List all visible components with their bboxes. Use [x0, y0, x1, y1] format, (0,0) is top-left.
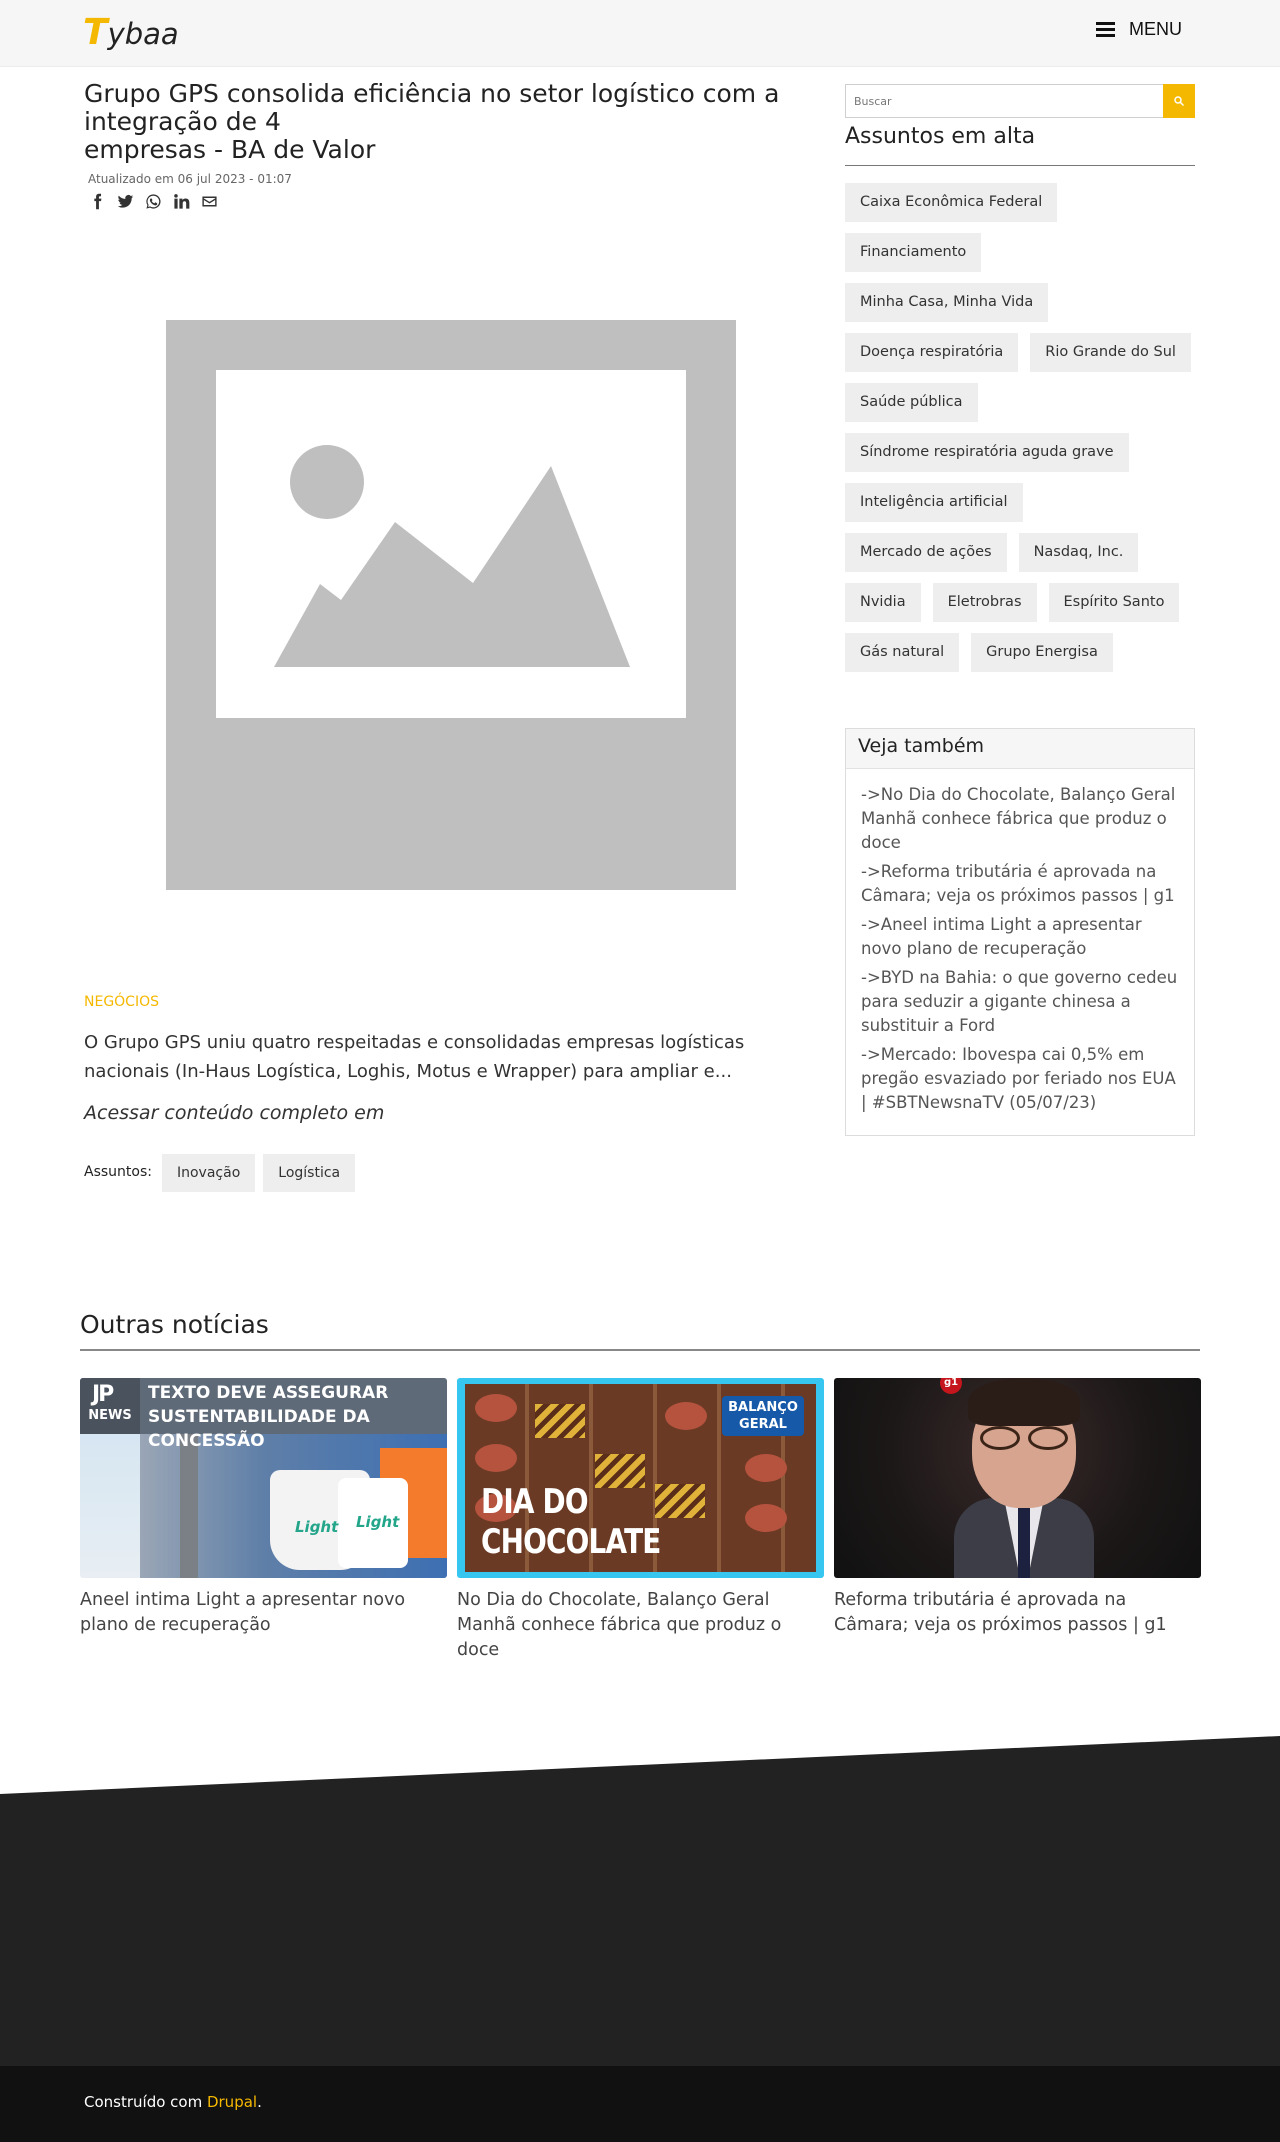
trending-tag[interactable]: Inteligência artificial [845, 483, 1023, 522]
trending-tag[interactable]: Gás natural [845, 633, 959, 672]
thumb-chocolate [475, 1394, 517, 1422]
subjects-label: Assuntos: [84, 1164, 152, 1180]
thumb-caption: TEXTO DEVE ASSEGURAR SUSTENTABILIDADE DA CONCESSÃO [148, 1383, 389, 1451]
news-card-title[interactable]: No Dia do Chocolate, Balanço Geral Manhã conhece fábrica que produz o doce [457, 1590, 782, 1660]
trending-tag[interactable]: Síndrome respiratória aguda grave [845, 433, 1129, 472]
search-button[interactable] [1163, 84, 1195, 118]
logo-text: ybaa [107, 17, 179, 51]
search-icon [1173, 95, 1185, 107]
thumb-brand: Light [295, 1518, 339, 1536]
footer-bar [0, 2066, 1280, 2142]
image-placeholder-icon [216, 370, 686, 718]
trending-tag[interactable]: Mercado de ações [845, 533, 1007, 572]
facebook-icon[interactable] [88, 192, 106, 210]
trending-tag[interactable]: Financiamento [845, 233, 981, 272]
trending-tag[interactable]: Doença respiratória [845, 333, 1018, 372]
read-full-content-link[interactable]: Acessar conteúdo completo em [84, 1102, 385, 1124]
thumb-pole [180, 1434, 198, 1578]
news-card[interactable] [457, 1378, 824, 1663]
other-news-cards [80, 1378, 1200, 1663]
other-news-title: Outras notícias [80, 1310, 1200, 1351]
trending-title: Assuntos em alta [845, 124, 1195, 166]
news-card[interactable] [834, 1378, 1201, 1663]
see-also-link[interactable]: ->BYD na Bahia: o que governo cedeu para seduzir a gigante chinesa a substituir a Ford [861, 968, 1178, 1035]
logo-initial: T [83, 12, 108, 53]
footer-credit-end: . [257, 2093, 262, 2111]
article-subjects [84, 1154, 355, 1192]
see-also-list [846, 769, 1194, 1115]
see-also-link[interactable]: ->Aneel intima Light a apresentar novo plano de recuperação [861, 915, 1142, 958]
thumb-chocolate-box [465, 1384, 816, 1572]
article-summary: O Grupo GPS uniu quatro respeitadas e consolidadas empresas logísticas nacionais (In-Haus Logística, Loghis, Motus e Wrapper) para ampliar e... [84, 1032, 745, 1082]
trending-tag[interactable]: Minha Casa, Minha Vida [845, 283, 1048, 322]
news-card-title[interactable]: Reforma tributária é aprovada na Câmara; veja os próximos passos | g1 [834, 1590, 1167, 1635]
linkedin-icon[interactable] [172, 192, 190, 210]
drupal-link[interactable]: Drupal [206, 2093, 258, 2111]
news-card-title[interactable]: Aneel intima Light a apresentar novo plano de recuperação [80, 1590, 406, 1635]
search-input[interactable] [845, 84, 1163, 118]
thumb-chocolate [475, 1444, 517, 1472]
trending-tag[interactable]: Eletrobras [933, 583, 1037, 622]
subject-tag[interactable]: Logística [263, 1154, 355, 1192]
trending-tag[interactable]: Saúde pública [845, 383, 978, 422]
article-category[interactable]: NEGÓCIOS [84, 994, 159, 1010]
thumb-chocolate [745, 1454, 787, 1482]
jp-logo-text: JP [92, 1382, 113, 1407]
news-thumbnail[interactable] [80, 1378, 447, 1578]
footer-credit-text: Construído com [84, 2093, 207, 2111]
trending-tag[interactable]: Nvidia [845, 583, 921, 622]
hamburger-icon [1096, 22, 1115, 37]
trending-tag[interactable]: Espírito Santo [1049, 583, 1180, 622]
menu-button[interactable] [1096, 19, 1182, 40]
article-title: Grupo GPS consolida eficiência no setor logístico com a integração de 4 empresas - BA de Valor [84, 79, 780, 164]
see-also-title: Veja também [846, 729, 1194, 769]
news-thumbnail[interactable] [834, 1378, 1201, 1578]
thumb-chocolate [535, 1404, 585, 1438]
see-also-link[interactable]: ->No Dia do Chocolate, Balanço Geral Manhã conhece fábrica que produz o doce [861, 785, 1176, 852]
thumb-person-hair [968, 1378, 1080, 1426]
trending-tag[interactable]: Rio Grande do Sul [1030, 333, 1191, 372]
news-thumbnail[interactable] [457, 1378, 824, 1578]
email-icon[interactable] [200, 192, 218, 210]
thumb-chocolate [665, 1402, 707, 1430]
image-placeholder-frame [216, 370, 686, 718]
site-logo[interactable] [83, 12, 179, 53]
whatsapp-icon[interactable] [144, 192, 162, 210]
trending-tag[interactable]: Grupo Energisa [971, 633, 1113, 672]
twitter-icon[interactable] [116, 192, 134, 210]
thumb-brand: Light [356, 1513, 400, 1531]
thumb-person-glasses [980, 1426, 1070, 1450]
trending-tags [845, 183, 1205, 672]
top-bar [0, 0, 1280, 67]
menu-label: MENU [1129, 19, 1182, 39]
subject-tag[interactable]: Inovação [162, 1154, 255, 1192]
article-date: Atualizado em 06 jul 2023 - 01:07 [88, 172, 292, 186]
thumb-person-tie [1018, 1506, 1030, 1578]
trending-tag[interactable]: Nasdaq, Inc. [1019, 533, 1139, 572]
jp-news-logo [80, 1378, 140, 1434]
see-also-link[interactable]: ->Mercado: Ibovespa cai 0,5% em pregão esvaziado por feriado nos EUA | #SBTNewsnaTV (05/07/23) [861, 1045, 1176, 1112]
balanco-geral-logo: BALANÇO GERAL [722, 1396, 804, 1436]
news-card[interactable] [80, 1378, 447, 1663]
share-bar [88, 192, 218, 210]
search-form [845, 84, 1195, 118]
article-image-placeholder [166, 320, 736, 890]
news-logo-text: NEWS [88, 1408, 132, 1423]
thumb-caption: DIA DO CHOCOLATE [481, 1482, 661, 1562]
footer-credit [84, 2093, 262, 2111]
trending-tag[interactable]: Caixa Econômica Federal [845, 183, 1057, 222]
g1-logo: g1 [940, 1378, 962, 1394]
see-also-box [845, 728, 1195, 1136]
see-also-link[interactable]: ->Reforma tributária é aprovada na Câmara; veja os próximos passos | g1 [861, 862, 1175, 905]
footer [0, 1736, 1280, 2066]
